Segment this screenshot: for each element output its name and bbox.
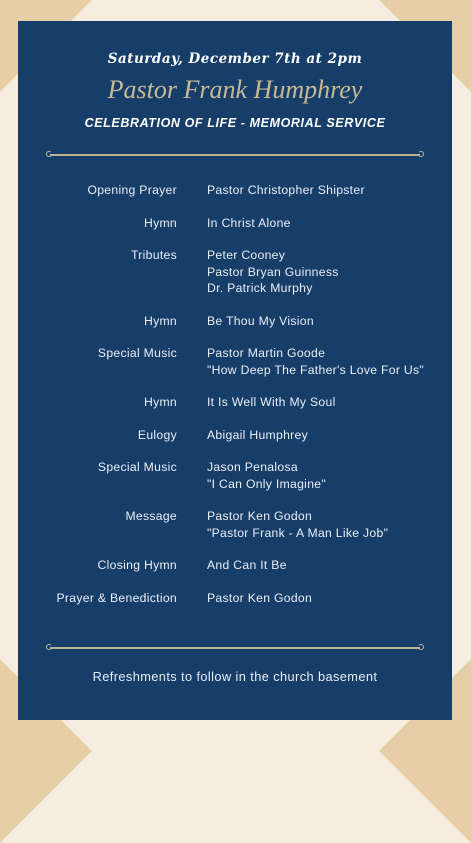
program-item-label: Hymn [143, 395, 177, 409]
program-detail-line: And Can It Be [207, 558, 287, 572]
program-item-label: Hymn [143, 313, 177, 328]
program-item-details [207, 215, 291, 232]
program-item-details [207, 394, 336, 411]
program-detail-line: Jason Penalosa [207, 460, 298, 474]
program-detail-line: Pastor Ken Godon [207, 509, 313, 523]
program-item-details [207, 590, 312, 607]
program-detail-line: "I Can Only Imagine" [207, 476, 326, 491]
order-of-service [18, 182, 452, 622]
program-detail-line: "How Deep The Father's Love For Us" [207, 362, 425, 377]
program-row [18, 508, 452, 541]
program-row [18, 345, 452, 378]
program-item-details [207, 182, 365, 199]
service-date: Saturday, December 7th at 2pm [107, 51, 363, 67]
program-row [18, 557, 452, 574]
program-item-label: Special Music [97, 346, 177, 360]
program-item-details [207, 557, 287, 574]
program-item-label: Prayer & Benediction [56, 590, 177, 605]
program-row [18, 215, 452, 232]
program-detail-line: Pastor Ken Godon [207, 590, 313, 605]
program-item-label: Opening Prayer [87, 183, 177, 197]
divider-top [46, 150, 424, 160]
program-row [18, 590, 452, 607]
service-title: CELEBRATION OF LIFE - MEMORIAL SERVICE [84, 116, 386, 130]
program-detail-line: It Is Well With My Soul [207, 395, 336, 409]
program-detail-line: Pastor Christopher Shipster [207, 183, 365, 197]
program-row [18, 182, 452, 199]
program-item-details [207, 508, 388, 541]
program-item-details [207, 459, 326, 492]
divider-bottom [46, 643, 424, 653]
program-item-details [207, 345, 424, 378]
program-detail-line: Pastor Bryan Guinness [207, 264, 339, 279]
program-item-details [207, 313, 314, 330]
program-item-label: Special Music [97, 460, 177, 474]
program-item-label: Eulogy [137, 427, 177, 442]
program-card [18, 21, 452, 720]
program-detail-line: "Pastor Frank - A Man Like Job" [207, 525, 389, 540]
program-detail-line: In Christ Alone [207, 215, 291, 230]
program-item-label: Closing Hymn [97, 558, 177, 572]
program-detail-line: Abigail Humphrey [207, 427, 308, 442]
program-row [18, 459, 452, 492]
honoree-name: Pastor Frank Humphrey [107, 75, 363, 104]
program-detail-line: Be Thou My Vision [207, 313, 314, 328]
footer-note: Refreshments to follow in the church basement [92, 669, 378, 684]
program-detail-line: Dr. Patrick Murphy [207, 281, 313, 295]
program-detail-line: Peter Cooney [207, 248, 286, 262]
program-item-label: Message [125, 509, 177, 523]
program-item-label: Hymn [143, 215, 177, 230]
program-row [18, 313, 452, 330]
program-item-details [207, 247, 339, 297]
program-row [18, 247, 452, 297]
program-detail-line: Pastor Martin Goode [207, 346, 326, 360]
program-row [18, 427, 452, 444]
program-row [18, 394, 452, 411]
program-item-details [207, 427, 308, 444]
program-item-label: Tributes [131, 248, 177, 262]
